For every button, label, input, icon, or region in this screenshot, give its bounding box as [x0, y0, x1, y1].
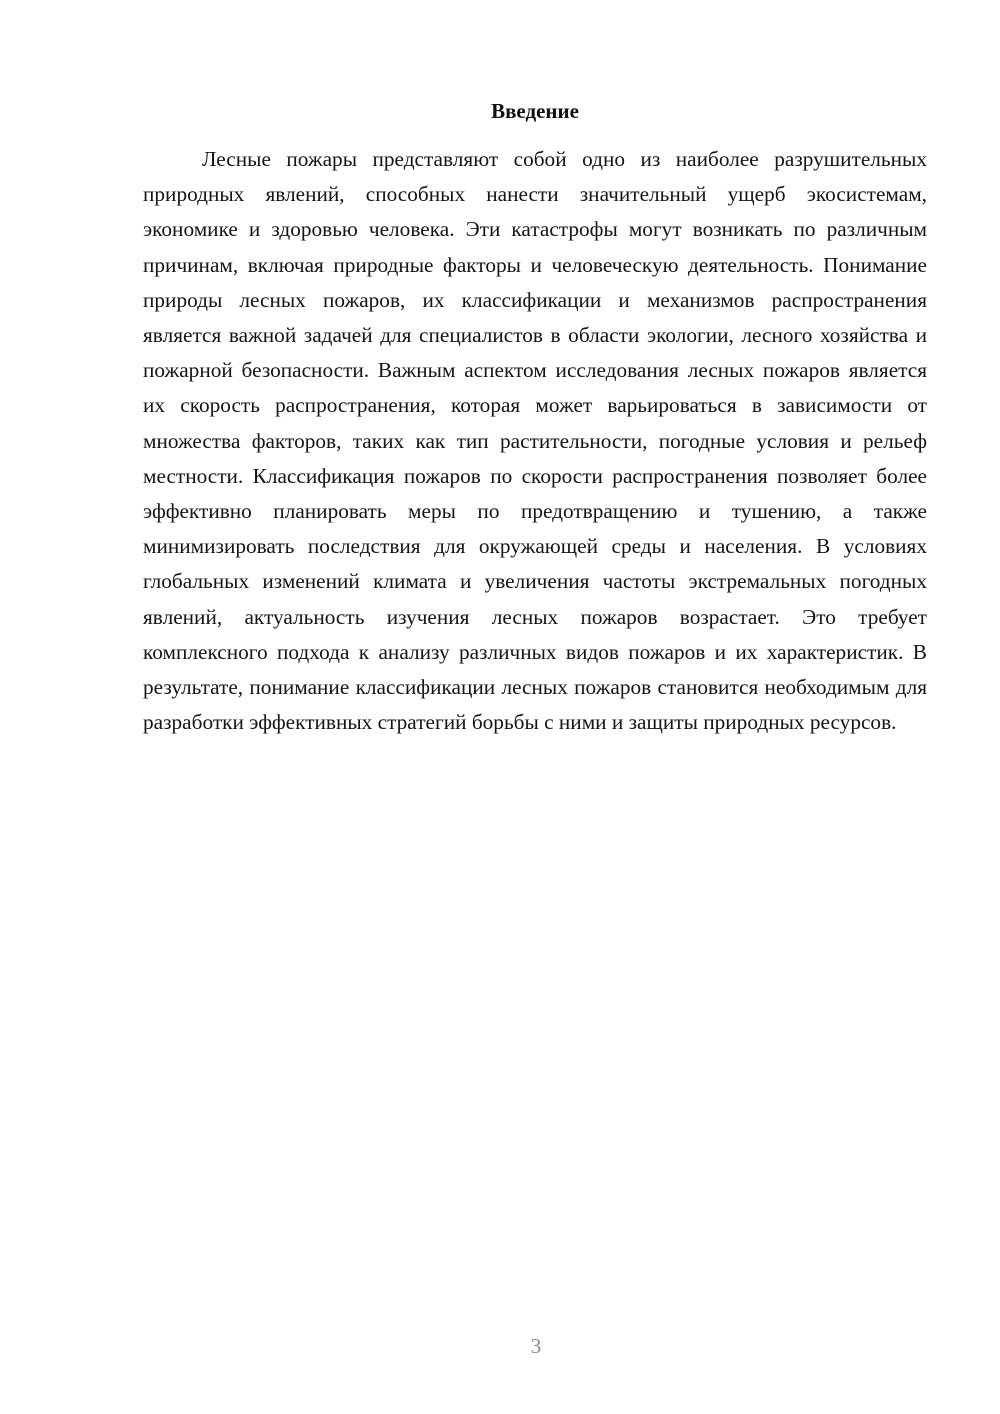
body-paragraph: Лесные пожары представляют собой одно из наиболее разрушительных природных явлений, способных нанести значительный ущерб экосистемам, экономике и здоровью человека. Эти катастрофы могут возникать по различным причинам, включая природные факторы и человеческую деятельность. Понимание природы лесных пожаров, их классификации и механизмов распространения является важной задачей для специалистов в области экологии, лесного хозяйства и пожарной безопасности. Важным аспектом исследования лесных пожаров является их скорость распространения, которая может варьироваться в зависимости от множества факторов, таких как тип растительности, погодные условия и рельеф местности. Классификация пожаров по скорости распространения позволяет более эффективно планировать меры по предотвращению и тушению, а также минимизировать последствия для окружающей среды и населения. В условиях глобальных изменений климата и увеличения частоты экстремальных погодных явлений, актуальность изучения лесных пожаров возрастает. Это требует комплексного подхода к анализу различных видов пожаров и их характеристик. В результате, понимание классификации лесных пожаров становится необходимым для разработки эффективных стратегий борьбы с ними и защиты природных ресурсов.: [143, 147, 927, 735]
page-number: 3: [530, 1334, 542, 1358]
section-heading: Введение: [491, 99, 579, 123]
